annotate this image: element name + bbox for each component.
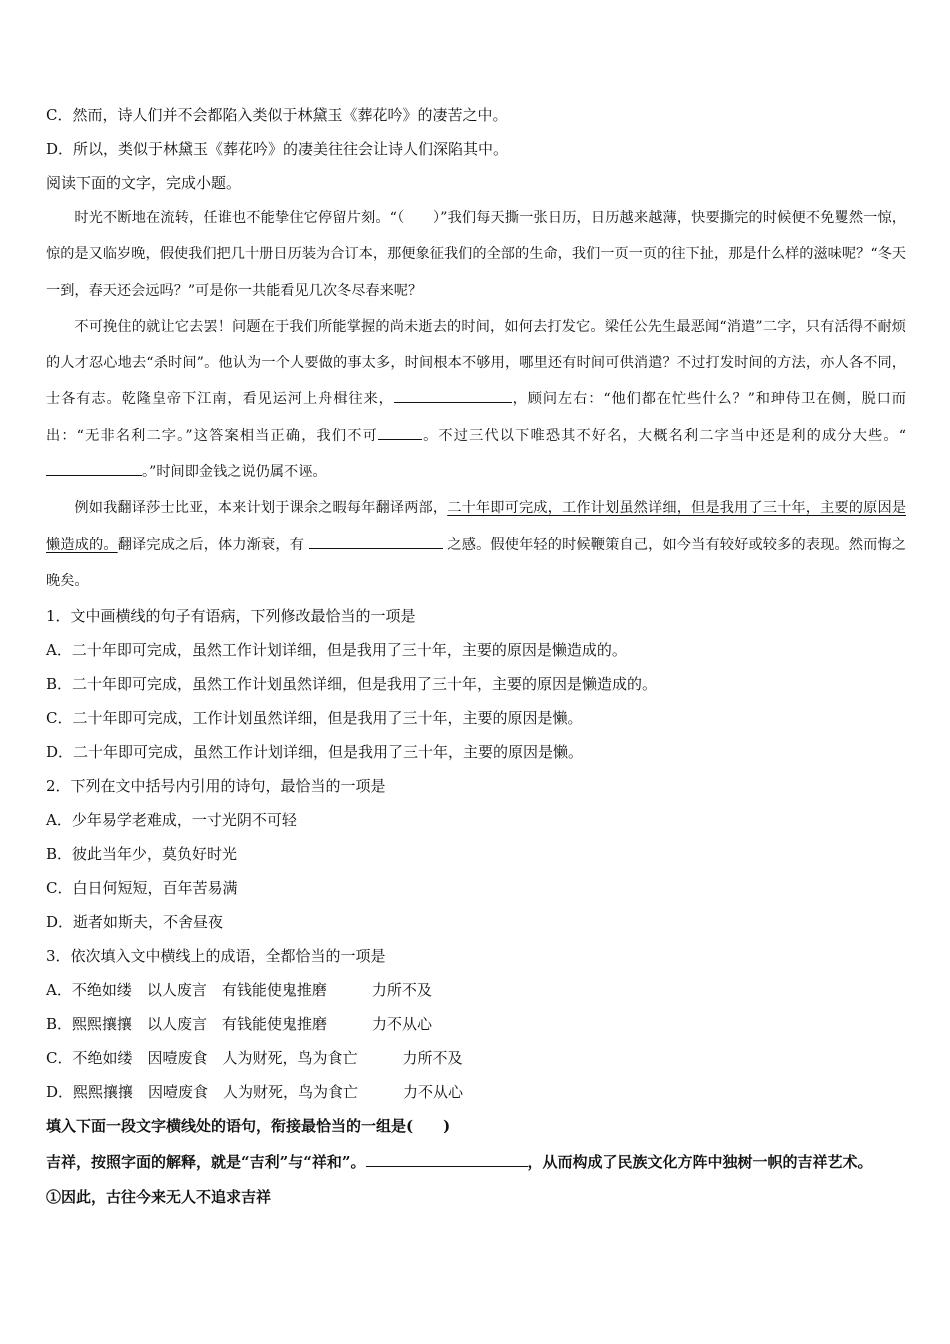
option-d-prev: D．所以，类似于林黛玉《葬花吟》的凄美往往会让诗人们深陷其中。: [46, 140, 509, 158]
question-3-option-d[interactable]: D．熙熙攘攘 因噎废食 人为财死，鸟为食亡 力不从心: [46, 1083, 464, 1102]
fill-question-text: [46, 1144, 906, 1180]
blank-3: [46, 459, 142, 476]
passage-p1-text: 时光不断地在流转，任谁也不能挚住它停留片刻。“（ ）”我们每天撕一张日历，日历越来越薄，快要撕完的时候便不免矍然一惊，惊的是又临岁晚，假使我们把几十册日历装为合订本，那便象征我们的全部的生命，我们一页一页的往下扯，那是什么样的滋味呢？“冬天一到，春天还会远吗？”可是你一共能看见几次冬尽春来呢？: [46, 210, 906, 299]
passage-paragraph-1: [46, 200, 906, 309]
question-1-option-d[interactable]: D．二十年即可完成，虽然工作计划详细，但是我用了三十年，主要的原因是懒。: [46, 743, 584, 762]
fill-blank: [366, 1150, 528, 1167]
question-1-stem: 1．文中画横线的句子有语病，下列修改最恰当的一项是: [46, 607, 416, 626]
question-2-option-b[interactable]: B．彼此当年少，莫负好时光: [46, 845, 238, 864]
question-2-stem: 2．下列在文中括号内引用的诗句，最恰当的一项是: [46, 777, 386, 796]
question-2-option-d[interactable]: D．逝者如斯夫，不舍昼夜: [46, 913, 224, 932]
blank-1: [394, 386, 512, 403]
passage-p3a-text: 例如我翻译莎士比亚，本来计划于课余之暇每年翻译两部，: [74, 500, 448, 517]
passage-p2c-text: 。不过三代以下唯恐其不好名，大概名利二字当中还是利的成分大些。“: [421, 427, 906, 444]
question-3-option-b[interactable]: B．熙熙攘攘 以人废言 有钱能使鬼推磨 力不从心: [46, 1015, 433, 1034]
question-3-stem: 3．依次填入文中横线上的成语，全都恰当的一项是: [46, 947, 386, 966]
blank-2: [378, 423, 422, 440]
option-c-prev: C．然而，诗人们并不会都陷入类似于林黛玉《葬花吟》的凄苦之中。: [46, 106, 508, 124]
passage-paragraph-2: [46, 309, 906, 490]
passage-p3c-text: 之感。假使年轻的时候鞭策自己，如今当有较好或较多的表现。然而悔之晚矣。: [46, 536, 906, 589]
question-3-option-c[interactable]: C．不绝如缕 因噎废食 人为财死，鸟为食亡 力所不及: [46, 1049, 463, 1068]
question-1-option-b[interactable]: B．二十年即可完成，虽然工作计划虽然详细，但是我用了三十年，主要的原因是懒造成的。: [46, 675, 658, 694]
fill-text-a: 吉祥，按照字面的解释，就是“吉利”与“祥和”。: [46, 1153, 366, 1172]
question-2-option-c[interactable]: C．白日何短短，百年苦易满: [46, 879, 238, 898]
blank-4: [309, 532, 443, 549]
passage-p2a-text: 不可挽住的就让它去罢！问题在于我们所能掌握的尚未逝去的时间，如何去打发它。梁任公先生最恶闻“消遣”二字，只有活得不耐烦的人才忍心地去“杀时间”。他认为一个人要做的事太多，时间根本不够用，哪里还有时间可供消遣？不过打发时间的方法，亦人各不同，士各有志。乾隆皇帝下江南，看见运河上舟楫往来，: [46, 318, 906, 408]
passage-paragraph-3: [46, 490, 906, 599]
passage-p3b-text: 翻译完成之后，体力渐衰，有: [117, 536, 305, 553]
fill-question-stem: 填入下面一段文字横线处的语句，衔接最恰当的一组是( ): [46, 1117, 451, 1136]
question-2-option-a[interactable]: A．少年易学老难成，一寸光阴不可轻: [46, 811, 297, 830]
fill-text-b: ，从而构成了民族文化方阵中独树一帜的吉祥艺术。: [527, 1153, 873, 1172]
question-1-option-a[interactable]: A．二十年即可完成，虽然工作计划详细，但是我用了三十年，主要的原因是懒造成的。: [46, 641, 627, 660]
passage-p2b-text: ，顾问左右：“他们都在忙些什么？”和珅侍卫在侧，脱口而出：“无非名利二字。”这答案相当正确，我们不可: [46, 391, 906, 444]
reading-intro: 阅读下面的文字，完成小题。: [46, 174, 242, 192]
fill-item-1: ①因此，古往今来无人不追求吉祥: [46, 1188, 272, 1207]
document-page: [46, 98, 906, 1215]
question-1-option-c[interactable]: C．二十年即可完成，工作计划虽然详细，但是我用了三十年，主要的原因是懒。: [46, 709, 583, 728]
underlined-sentence: 二十年即可完成，工作计划虽然详细，但是我用了三十年，主要的原因是懒造成的。: [46, 500, 906, 553]
question-3-option-a[interactable]: A．不绝如缕 以人废言 有钱能使鬼推磨 力所不及: [46, 981, 432, 1000]
passage-p2d-text: 。”时间即金钱之说仍属不诬。: [142, 464, 327, 481]
